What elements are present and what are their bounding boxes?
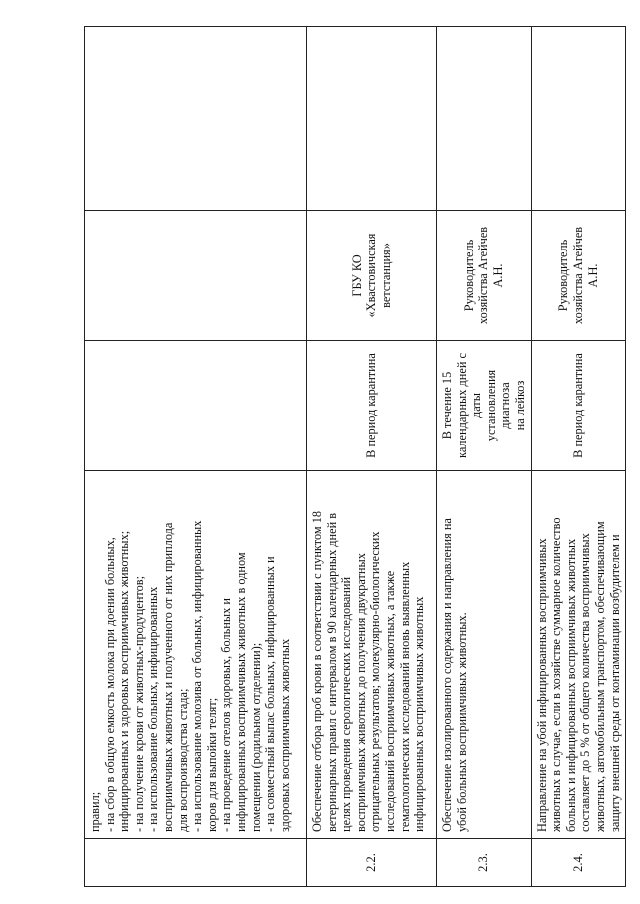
period-line: календарных дней с даты — [454, 353, 484, 458]
period-cell — [85, 341, 307, 471]
text-line: больных и инфицированных восприимчивых животных — [563, 538, 578, 832]
responsible-cell — [85, 211, 307, 341]
period-cell: В период карантина — [531, 341, 626, 471]
period-line: В течение 15 — [440, 371, 454, 440]
text-line: защиту внешней среды от контаминации возбудителем и — [607, 534, 622, 832]
text-line: гематологических исследований вновь выявленных — [397, 561, 412, 832]
text-line: инфицированных восприимчивых животных — [412, 596, 427, 832]
text-line: коров для выпойки телят; — [204, 697, 219, 832]
responsible-cell: Руководитель хозяйства Агейчев А.Н. — [437, 211, 532, 341]
period-cell — [437, 341, 532, 471]
text-line: ветеринарных правил с интервалом в 90 календарных дней в — [324, 512, 339, 832]
measure-text — [85, 471, 307, 839]
period-cell: В период карантина — [307, 341, 437, 471]
text-line: инфицированных восприимчивых животных в одном — [233, 552, 248, 832]
text-line: для воспроизводства стада; — [175, 688, 190, 832]
period-line: на лейкоз — [512, 380, 527, 431]
empty-cell — [307, 27, 437, 211]
text-line: убой больных восприимчивых животных. — [454, 612, 469, 832]
row-number: 2.2. — [307, 839, 437, 887]
text-line: целях проведения серологических исследований — [339, 576, 354, 832]
text-line: - на совместный выпас больных, инфицированных и — [263, 556, 278, 832]
text-line: правил; — [88, 791, 102, 832]
text-line: Обеспечение изолированного содержания и направления на — [440, 518, 454, 832]
table-row — [307, 27, 437, 887]
row-number: 2.3. — [437, 839, 532, 887]
responsible-cell: Руководитель хозяйства Агейчев А.Н. — [531, 211, 626, 341]
text-line: здоровых восприимчивых животных — [277, 638, 292, 832]
table-row — [531, 27, 626, 887]
text-line: исследований восприимчивых животных, а также — [382, 570, 397, 832]
table-row — [85, 27, 307, 887]
empty-cell — [531, 27, 626, 211]
text-line: Обеспечение отбора проб крови в соответствии с пунктом 18 — [310, 510, 324, 832]
row-number — [85, 839, 307, 887]
text-line: животных в случае, если в хозяйстве суммарное количество — [549, 517, 564, 832]
period-line: установления диагноза — [483, 369, 513, 442]
empty-cell — [437, 27, 532, 211]
measure-text — [437, 471, 532, 839]
text-line: - на сбор в общую емкость молока при доении больных, — [102, 537, 117, 832]
text-line: животных, автомобильным транспортом, обеспечивающим — [592, 521, 607, 832]
text-line: инфицированных и здоровых восприимчивых животных; — [117, 530, 132, 832]
text-line: восприимчивых животных и полученного от них приплода — [160, 522, 175, 832]
quarantine-measures-table — [84, 26, 626, 887]
text-line: восприимчивых животных до получения двукратных — [353, 553, 368, 832]
responsible-cell: ГБУ КО «Хвастовичская ветстанция» — [307, 211, 437, 341]
measure-text — [307, 471, 437, 839]
row-number: 2.4. — [531, 839, 626, 887]
text-line: - на получение крови от животных-продуцентов; — [131, 575, 146, 832]
text-line: помещении (родильном отделении); — [248, 642, 263, 832]
text-line: - на использование молозива от больных, инфицированных — [190, 520, 205, 832]
measure-text — [531, 471, 626, 839]
table-row — [437, 27, 532, 887]
text-line: отрицательных результатов; молекулярно-биологических — [368, 531, 383, 832]
text-line: - на использование больных, инфицированных — [146, 586, 161, 832]
text-line: - на проведение отелов здоровых, больных и — [219, 598, 234, 832]
empty-cell — [85, 27, 307, 211]
rotated-table-wrapper — [84, 27, 624, 887]
text-line: Направление на убой инфицированных восприимчивых — [534, 538, 549, 832]
text-line: составляет до 5 % от общего количества восприимчивых — [578, 533, 593, 832]
